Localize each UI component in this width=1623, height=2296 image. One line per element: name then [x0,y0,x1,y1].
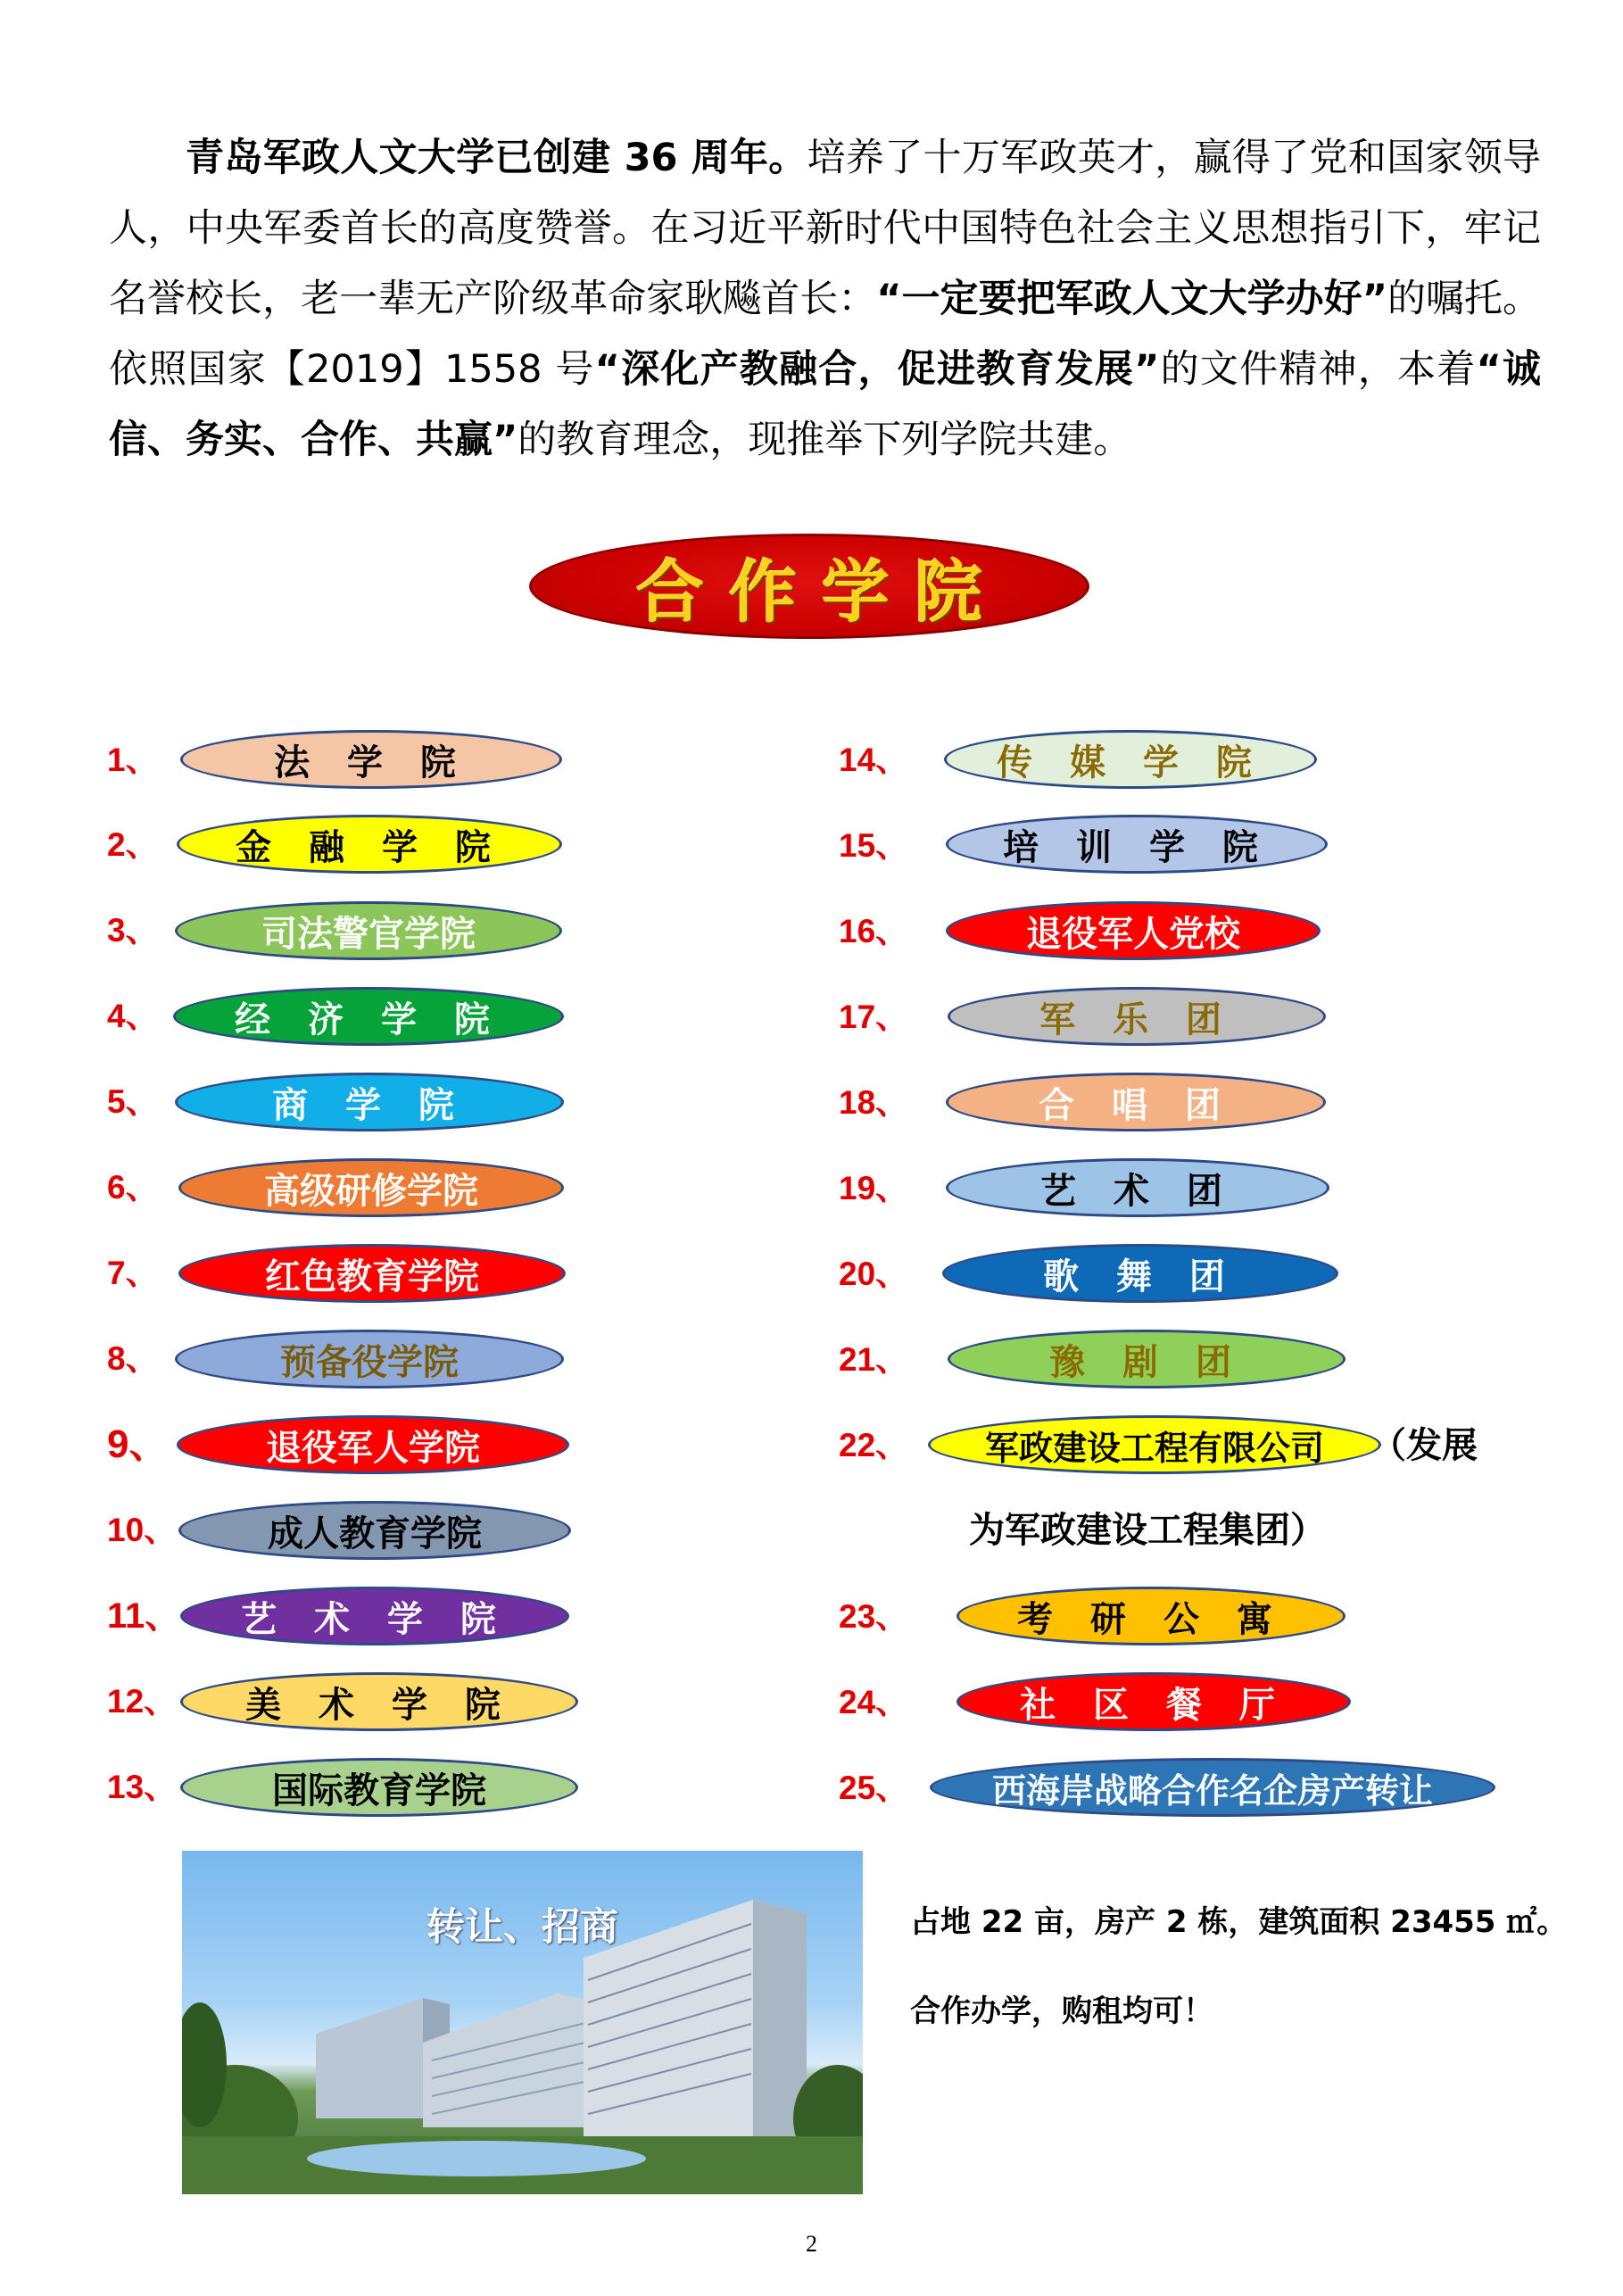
item-number: 11、 [107,1596,181,1636]
intro-text-3: 的文件精神，本着 [1159,347,1477,392]
college-oval [177,815,562,874]
college-oval [928,1415,1381,1474]
college-name: 红色教育学院 [265,1256,479,1297]
building-photo [182,1851,863,2194]
item-number: 24、 [839,1684,909,1720]
college-name: 司法警官学院 [261,913,476,955]
college-oval [946,901,1321,960]
college-oval [175,1330,564,1388]
item-number: 5、 [107,1083,159,1120]
college-name: 社 区 餐 厅 [1020,1684,1288,1726]
intro-quote-2: “深化产教融合，促进教育发展” [594,347,1160,392]
college-oval [175,1073,564,1131]
item-number: 10、 [107,1512,178,1548]
college-name: 法 学 院 [274,742,468,783]
college-name: 考 研 公 寓 [1017,1598,1285,1640]
college-oval [173,987,564,1046]
item-number: 2、 [107,826,159,863]
college-name: 国际教育学院 [272,1770,486,1811]
item-number: 6、 [107,1169,159,1206]
intro-text-1: 培养了十万军政英才，赢得了党和国家领导人，中央军委首长的高度赞誉。在习近平新时代中国特色社会主义思想指引下，牢记名誉校长，老一辈无产阶级革命家耿飚首长： [109,136,1542,321]
college-name: 成人教育学院 [268,1513,482,1554]
section-title-banner [529,534,1089,639]
property-details: 占地 22 亩，房产 2 栋，建筑面积 23455 ㎡。 [910,1904,1568,1940]
college-name: 预备役学院 [280,1341,459,1383]
college-name: 军政建设工程有限公司 [984,1428,1324,1468]
college-oval [180,1587,569,1645]
college-oval [948,1330,1346,1388]
item-number: 23、 [839,1598,909,1635]
college-oval [178,1244,566,1303]
college-oval [956,1587,1346,1645]
item-number: 15、 [839,827,909,864]
cooperation-note: 合作办学，购租均可！ [910,1993,1213,2029]
college-name: 歌 舞 团 [1043,1256,1238,1297]
college-oval [178,1158,564,1217]
college-oval [948,987,1326,1046]
college-name: 退役军人学院 [266,1427,480,1469]
item-number: 8、 [107,1340,159,1377]
college-oval [946,815,1328,874]
item-number: 1、 [107,742,159,778]
item-number: 13、 [107,1769,178,1805]
college-name: 合 唱 团 [1039,1084,1233,1126]
college-oval [944,730,1317,789]
college-name: 商 学 院 [272,1084,467,1126]
college-name: 艺 术 团 [1040,1170,1235,1212]
college-name: 传 媒 学 院 [997,742,1264,783]
college-name: 军 乐 团 [1039,999,1234,1040]
item-number: 4、 [107,998,159,1034]
photo-caption: 转让、招商 [426,1905,618,1950]
college-name: 退役军人党校 [1026,913,1240,955]
college-name: 西海岸战略合作名企房产转让 [991,1770,1433,1811]
page-number: 2 [806,2231,817,2257]
item22-line2: 为军政建设工程集团） [969,1510,1326,1551]
college-oval [180,1758,578,1817]
item-number: 12、 [107,1683,178,1720]
college-name: 艺 术 学 院 [241,1598,509,1640]
item-number: 21、 [839,1341,909,1378]
item-number: 9、 [107,1422,169,1466]
college-oval [942,1244,1338,1303]
item-number: 7、 [107,1255,159,1291]
section-title: 合作学院 [636,551,1007,632]
intro-paragraph [109,123,1541,476]
college-oval [178,1501,571,1560]
college-name: 经 济 学 院 [235,999,502,1040]
item22-tail: （发展 [1370,1425,1478,1466]
college-oval [175,901,562,960]
intro-lead: 青岛军政人文大学已创建 36 周年。 [186,136,807,180]
college-oval [946,1158,1329,1217]
item-number: 19、 [839,1170,909,1206]
college-name: 美 术 学 院 [245,1684,513,1726]
college-oval [180,730,562,789]
item-number: 3、 [107,912,159,949]
college-name: 高级研修学院 [264,1170,478,1212]
college-name: 培 训 学 院 [1003,826,1271,868]
intro-quote-3: “诚信、务实、合作、共赢” [109,347,1541,462]
intro-text-4: 的教育理念，现推举下列学院共建。 [518,418,1132,462]
college-oval [177,1415,569,1474]
college-oval [956,1672,1351,1731]
intro-quote-1: “一定要把军政人文大学办好” [876,277,1387,321]
intro-text-2: 的嘱托。依照国家【2019】1558 号 [109,277,1542,392]
item-number: 18、 [839,1084,909,1121]
item-number: 17、 [839,999,909,1035]
item-number: 22、 [839,1427,909,1463]
item-number: 20、 [839,1256,909,1292]
college-name: 豫 剧 团 [1049,1341,1244,1383]
college-oval [180,1672,578,1731]
item-number: 25、 [839,1770,909,1806]
college-oval [930,1758,1495,1817]
college-name: 金 融 学 院 [236,826,503,868]
item-number: 14、 [839,742,909,778]
item-number: 16、 [839,913,909,949]
college-oval [946,1073,1326,1131]
